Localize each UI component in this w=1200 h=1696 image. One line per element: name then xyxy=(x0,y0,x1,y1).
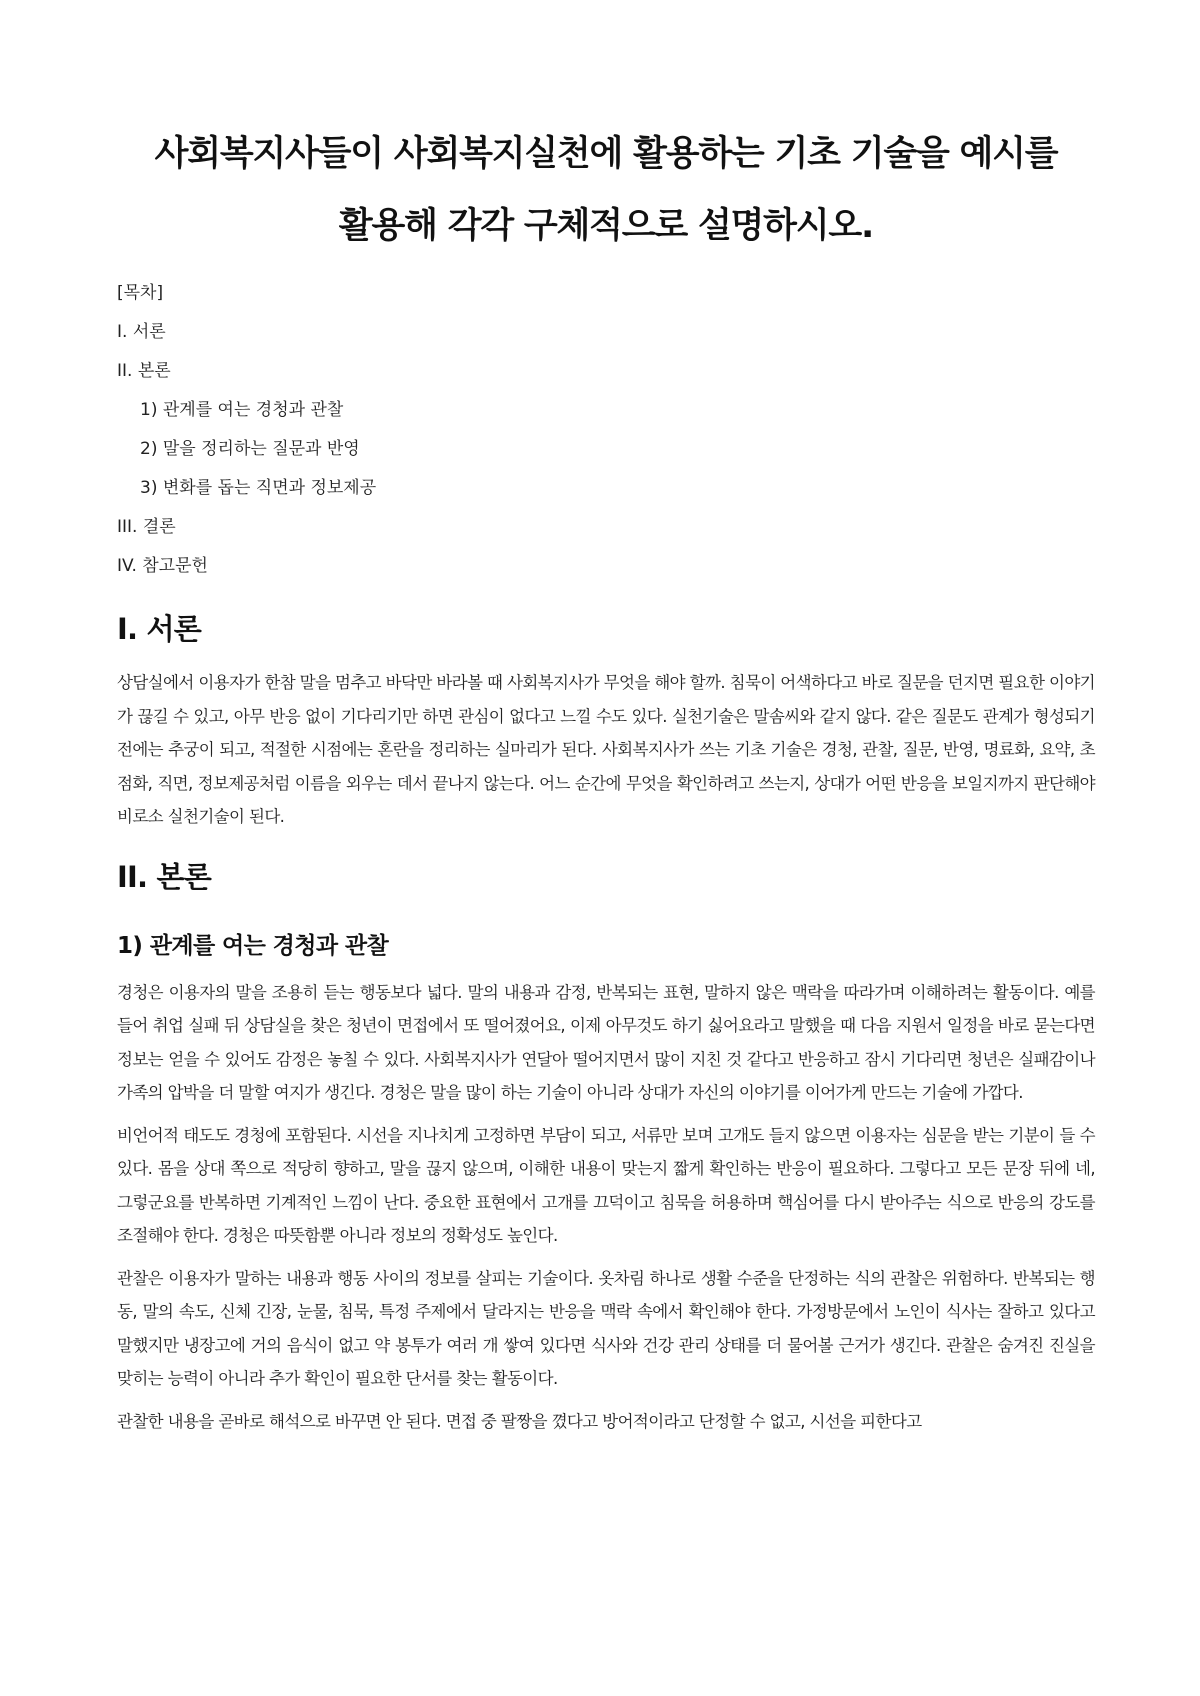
title-line-1: 사회복지사들이 사회복지실천에 활용하는 기초 기술을 예시를 xyxy=(154,134,1058,174)
document-title xyxy=(117,118,1095,262)
toc-subitem: 2) 말을 정리하는 질문과 반영 xyxy=(140,439,360,459)
introduction-paragraph: 상담실에서 이용자가 한참 말을 멈추고 바닥만 바라볼 때 사회복지사가 무엇을 해야 할까. 침묵이 어색하다고 바로 질문을 던지면 필요한 이야기가 끊길 수 있고, 아무 반응 없이 기다리기만 하면 관심이 없다고 느낄 수도 있다. 실천기술은 말솜씨와 같지 않다. 같은 질문도 관계가 형성되기 전에는 추궁이 되고, 적절한 시점에는 혼란을 정리하는 실마리가 된다. 사회복지사가 쓰는 기초 기술은 경청, 관찰, 질문, 반영, 명료화, 요약, 초점화, 직면, 정보제공처럼 이름을 외우는 데서 끝나지 않는다. 어느 순간에 무엇을 확인하려고 쓰는지, 상대가 어떤 반응을 보일지까지 판단해야 비로소 실천기술이 된다. xyxy=(117,673,1095,826)
toc-item: IV. 참고문헌 xyxy=(117,556,208,576)
section-heading-body: II. 본론 xyxy=(117,859,211,894)
section-heading-introduction: I. 서론 xyxy=(117,612,201,646)
table-of-contents xyxy=(117,274,1095,586)
toc-item: III. 결론 xyxy=(117,517,176,537)
toc-subitem: 3) 변화를 돕는 직면과 정보제공 xyxy=(140,478,377,498)
title-line-2: 활용해 각각 구체적으로 설명하시오. xyxy=(338,206,874,246)
toc-heading: [목차] xyxy=(117,283,164,303)
subsection-heading-listening-observation: 1) 관계를 여는 경청과 관찰 xyxy=(117,932,389,959)
body-paragraph: 관찰은 이용자가 말하는 내용과 행동 사이의 정보를 살피는 기술이다. 옷차림 하나로 생활 수준을 단정하는 식의 관찰은 위험하다. 반복되는 행동, 말의 속도, 신체 긴장, 눈물, 침묵, 특정 주제에서 달라지는 반응을 맥락 속에서 확인해야 한다. 가정방문에서 노인이 식사는 잘하고 있다고 말했지만 냉장고에 거의 음식이 없고 약 봉투가 여러 개 쌓여 있다면 식사와 건강 관리 상태를 더 물어볼 근거가 생긴다. 관찰은 숨겨진 진실을 맞히는 능력이 아니라 추가 확인이 필요한 단서를 찾는 활동이다. xyxy=(117,1268,1095,1388)
body-paragraph: 비언어적 태도도 경청에 포함된다. 시선을 지나치게 고정하면 부담이 되고, 서류만 보며 고개도 들지 않으면 이용자는 심문을 받는 기분이 들 수 있다. 몸을 상대 쪽으로 적당히 향하고, 말을 끊지 않으며, 이해한 내용이 맞는지 짧게 확인하는 반응이 필요하다. 그렇다고 모든 문장 뒤에 네, 그렇군요를 반복하면 기계적인 느낌이 난다. 중요한 표현에서 고개를 끄덕이고 침묵을 허용하며 핵심어를 다시 받아주는 식으로 반응의 강도를 조절해야 한다. 경청은 따뜻함뿐 아니라 정보의 정확성도 높인다. xyxy=(117,1125,1095,1245)
toc-subitem: 1) 관계를 여는 경청과 관찰 xyxy=(140,400,344,420)
body-paragraph: 경청은 이용자의 말을 조용히 듣는 행동보다 넓다. 말의 내용과 감정, 반복되는 표현, 말하지 않은 맥락을 따라가며 이해하려는 활동이다. 예를 들어 취업 실패 뒤 상담실을 찾은 청년이 면접에서 또 떨어졌어요, 이제 아무것도 하기 싫어요라고 말했을 때 다음 지원서 일정을 바로 묻는다면 정보는 얻을 수 있어도 감정은 놓칠 수 있다. 사회복지사가 연달아 떨어지면서 많이 지친 것 같다고 반응하고 잠시 기다리면 청년은 실패감이나 가족의 압박을 더 말할 여지가 생긴다. 경청은 말을 많이 하는 기술이 아니라 상대가 자신의 이야기를 이어가게 만드는 기술에 가깝다. xyxy=(117,982,1095,1102)
body-paragraph: 관찰한 내용을 곧바로 해석으로 바꾸면 안 된다. 면접 중 팔짱을 꼈다고 방어적이라고 단정할 수 없고, 시선을 피한다고 xyxy=(117,1411,922,1431)
toc-item: II. 본론 xyxy=(117,361,171,381)
toc-item: I. 서론 xyxy=(117,322,166,342)
